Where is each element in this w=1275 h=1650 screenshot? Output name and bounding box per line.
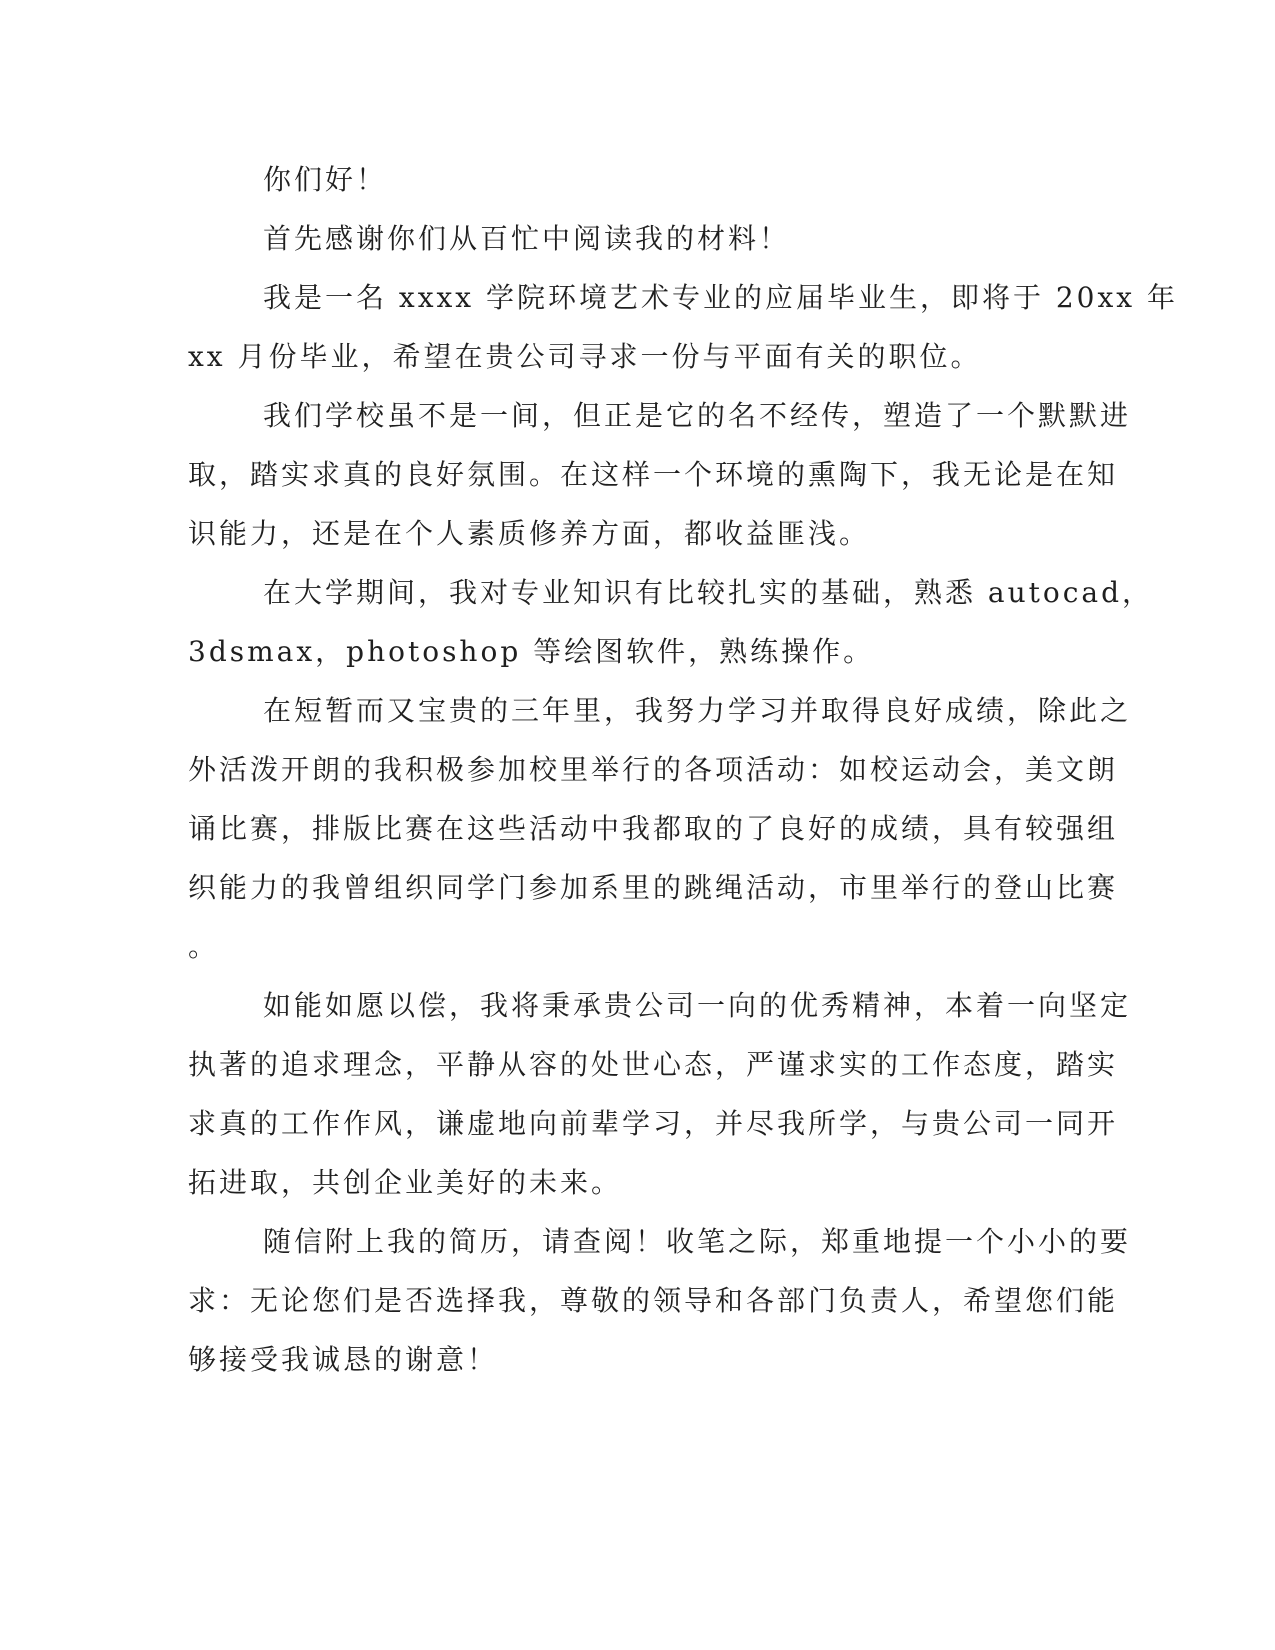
paragraph-line: 。: [188, 930, 220, 963]
greeting-line: 你们好！: [263, 163, 388, 196]
paragraph-line: 求：无论您们是否选择我，尊敬的领导和各部门负责人，希望您们能: [188, 1284, 1119, 1317]
paragraph-line: 执著的追求理念，平静从容的处世心态，严谨求实的工作态度，踏实: [188, 1048, 1119, 1081]
paragraph-line: 织能力的我曾组织同学门参加系里的跳绳活动，市里举行的登山比赛: [188, 871, 1119, 904]
paragraph-line: 外活泼开朗的我积极参加校里举行的各项活动：如校运动会，美文朗: [188, 753, 1119, 786]
paragraph-line: 识能力，还是在个人素质修养方面，都收益匪浅。: [188, 517, 871, 550]
paragraph-line: 拓进取，共创企业美好的未来。: [188, 1166, 623, 1199]
paragraph-line: 随信附上我的简历，请查阅！收笔之际，郑重地提一个小小的要: [263, 1225, 1132, 1258]
paragraph-line: 求真的工作作风，谦虚地向前辈学习，并尽我所学，与贵公司一同开: [188, 1107, 1119, 1140]
paragraph-line: 够接受我诚恳的谢意！: [188, 1343, 499, 1376]
paragraph-line: 3dsmax，photoshop 等绘图软件，熟练操作。: [188, 635, 875, 668]
paragraph-line: 在大学期间，我对专业知识有比较扎实的基础，熟悉 autocad，: [263, 576, 1154, 609]
paragraph-line: 诵比赛，排版比赛在这些活动中我都取的了良好的成绩，具有较强组: [188, 812, 1119, 845]
paragraph-line: 在短暂而又宝贵的三年里，我努力学习并取得良好成绩，除此之: [263, 694, 1132, 727]
paragraph-line: 首先感谢你们从百忙中阅读我的材料！: [263, 222, 791, 255]
paragraph-line: 如能如愿以偿，我将秉承贵公司一向的优秀精神，本着一向坚定: [263, 989, 1132, 1022]
paragraph-line: 我是一名 xxxx 学院环境艺术专业的应届毕业生，即将于 20xx 年: [263, 281, 1178, 314]
paragraph-line: 我们学校虽不是一间，但正是它的名不经传，塑造了一个默默进: [263, 399, 1132, 432]
paragraph-line: 取，踏实求真的良好氛围。在这样一个环境的熏陶下，我无论是在知: [188, 458, 1119, 491]
paragraph-line: xx 月份毕业，希望在贵公司寻求一份与平面有关的职位。: [188, 340, 982, 373]
